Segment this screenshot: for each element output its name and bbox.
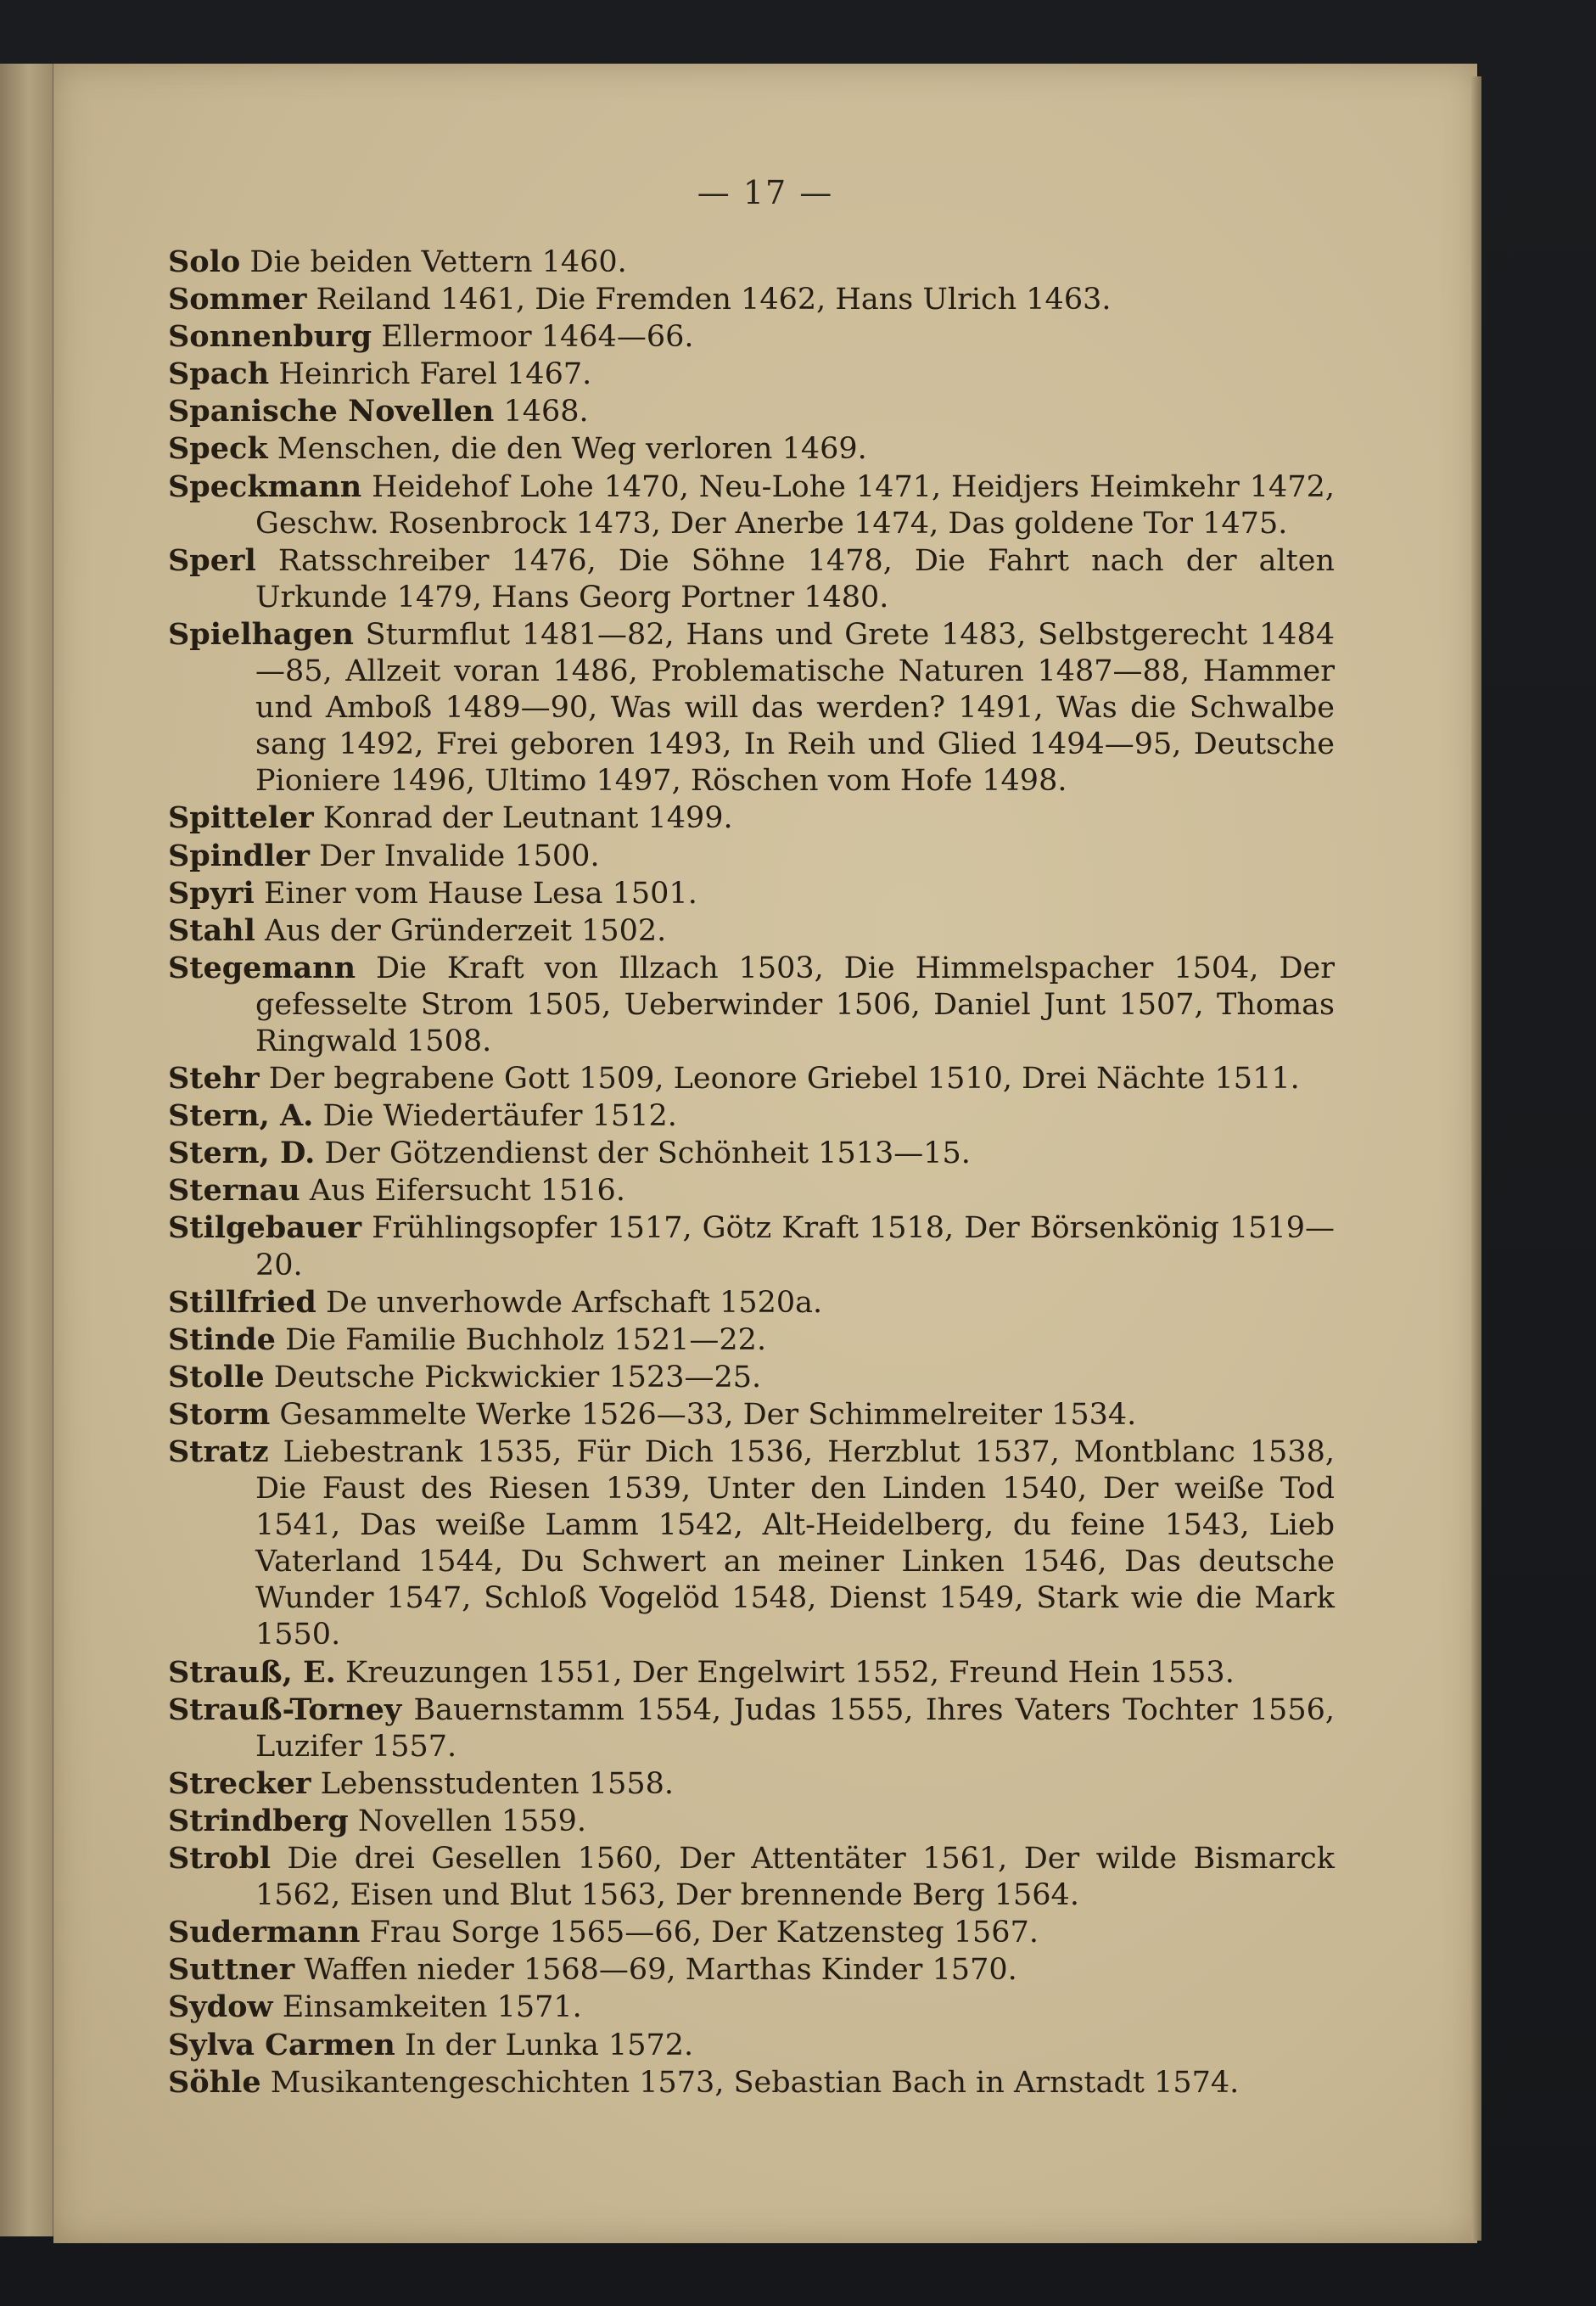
author-name: Sonnenburg [168, 319, 372, 355]
author-name: Solo [168, 244, 241, 279]
author-name: Spyri [168, 875, 255, 911]
author-name: Söhle [168, 2064, 261, 2100]
catalog-entry [168, 1951, 1335, 1989]
titles-text: Heidehof Lohe 1470, Neu-Lohe 1471, Heidjers Heimkehr 1472, Geschw. Rosenbrock 1473, Der Anerbe 1474, Das goldene Tor 1475. [255, 469, 1335, 541]
titles-text: Kreuzungen 1551, Der Engelwirt 1552, Freund Hein 1553. [344, 1655, 1235, 1690]
catalog-entry [168, 430, 1335, 468]
author-name: Spielhagen [168, 616, 354, 652]
catalog-entry [168, 912, 1335, 950]
catalog-entry [168, 1396, 1335, 1434]
titles-text: Musikantengeschichten 1573, Sebastian Bach in Arnstadt 1574. [270, 2065, 1240, 2100]
titles-text: Gesammelte Werke 1526—33, Der Schimmelreiter 1534. [279, 1397, 1137, 1432]
catalog-entry [168, 393, 1335, 430]
catalog-entry [168, 1914, 1335, 1951]
author-name: Stillfried [168, 1284, 316, 1320]
titles-text: Frühlingsopfer 1517, Götz Kraft 1518, Der Börsenkönig 1519—20. [255, 1211, 1335, 1282]
catalog-entry [168, 1359, 1335, 1396]
author-name: Spindler [168, 838, 310, 873]
titles-text: Heinrich Farel 1467. [278, 357, 592, 392]
catalog-entry [168, 281, 1335, 318]
catalog-entry [168, 1060, 1335, 1097]
facing-page-edge [0, 64, 55, 2236]
titles-text: Die Wiedertäufer 1512. [322, 1099, 677, 1134]
author-name: Sudermann [168, 1915, 361, 1950]
catalog-entry [168, 1097, 1335, 1135]
author-name: Stilgebauer [168, 1210, 362, 1246]
page-edge [1471, 76, 1481, 2241]
titles-text: Aus Eifersucht 1516. [309, 1174, 625, 1209]
page-number: — 17 — [697, 174, 834, 211]
catalog-entry [168, 950, 1335, 1060]
author-name: Sommer [168, 282, 307, 317]
author-name: Strecker [168, 1765, 311, 1801]
catalog-entry [168, 1765, 1335, 1803]
titles-text: Deutsche Pickwickier 1523—25. [273, 1360, 762, 1394]
author-name: Stratz [168, 1434, 269, 1469]
titles-text: Die drei Gesellen 1560, Der Attentäter 1561, Der wilde Bismarck 1562, Eisen und Blut 1563, Der brennende Berg 1564. [255, 1842, 1335, 1913]
author-name: Stern, D. [168, 1136, 316, 1171]
titles-text: Lebensstudenten 1558. [320, 1766, 675, 1801]
catalog-entry-list [168, 244, 1335, 2101]
catalog-entry [168, 1321, 1335, 1359]
titles-text: Konrad der Leutnant 1499. [322, 801, 733, 836]
author-name: Spach [168, 356, 270, 392]
catalog-entry [168, 1209, 1335, 1283]
catalog-entry [168, 1284, 1335, 1321]
titles-text: Die beiden Vettern 1460. [249, 245, 627, 279]
catalog-entry [168, 542, 1335, 616]
titles-text: De unverhowde Arfschaft 1520a. [326, 1285, 823, 1320]
author-name: Sydow [168, 1989, 273, 2025]
author-name: Sylva Carmen [168, 2027, 395, 2062]
titles-text: Einsamkeiten 1571. [282, 1990, 582, 2025]
author-name: Strindberg [168, 1803, 349, 1838]
titles-text: Frau Sorge 1565—66, Der Katzensteg 1567. [369, 1916, 1039, 1950]
author-name: Speck [168, 431, 268, 467]
author-name: Spanische Novellen [168, 394, 495, 429]
catalog-entry [168, 2027, 1335, 2064]
titles-text: Die Kraft von Illzach 1503, Die Himmelspacher 1504, Der gefesselte Strom 1505, Ueberwinder 1506, Daniel Junt 1507, Thomas Ringwald 1508. [255, 951, 1335, 1058]
titles-text: Liebestrank 1535, Für Dich 1536, Herzblut 1537, Montblanc 1538, Die Faust des Riesen 1539, Unter den Linden 1540, Der weiße Tod 1541, Das weiße Lamm 1542, Alt-Heidelberg, du feine 1543, Lieb Vaterland 1544, Du Schwert an meiner Linken 1546, Das deutsche Wunder 1547, Schloß Vogelöd 1548, Dienst 1549, Stark wie die Mark 1550. [255, 1435, 1335, 1652]
author-name: Sperl [168, 542, 256, 578]
catalog-entry [168, 244, 1335, 281]
titles-text: Ratsschreiber 1476, Die Söhne 1478, Die Fahrt nach der alten Urkunde 1479, Hans Georg Portner 1480. [255, 543, 1335, 614]
catalog-entry [168, 1840, 1335, 1914]
titles-text: Der Invalide 1500. [319, 839, 600, 873]
author-name: Strauß-Torney [168, 1692, 402, 1727]
author-name: Suttner [168, 1952, 295, 1988]
catalog-entry [168, 356, 1335, 393]
catalog-entry [168, 1654, 1335, 1692]
catalog-entry [168, 1803, 1335, 1840]
titles-text: Aus der Gründerzeit 1502. [265, 913, 667, 948]
catalog-entry [168, 318, 1335, 356]
titles-text: Menschen, die den Weg verloren 1469. [277, 432, 867, 467]
author-name: Stehr [168, 1061, 260, 1097]
titles-text: 1468. [503, 395, 589, 429]
author-name: Stinde [168, 1321, 276, 1357]
catalog-entry [168, 838, 1335, 875]
catalog-entry [168, 800, 1335, 837]
titles-text: Einer vom Hause Lesa 1501. [263, 876, 697, 911]
titles-text: Sturmflut 1481—82, Hans und Grete 1483, Selbstgerecht 1484—85, Allzeit voran 1486, Problematische Naturen 1487—88, Hammer und Amboß 1489—90, Was will das werden? 1491, Was die Schwalbe sang 1492, Frei geboren 1493, In Reih und Glied 1494—95, Deutsche Pioniere 1496, Ultimo 1497, Röschen vom Hofe 1498. [255, 617, 1335, 799]
titles-text: Reiland 1461, Die Fremden 1462, Hans Ulrich 1463. [316, 283, 1112, 317]
author-name: Strobl [168, 1841, 271, 1877]
catalog-entry [168, 1135, 1335, 1172]
catalog-entry [168, 468, 1335, 542]
catalog-entry [168, 2064, 1335, 2101]
author-name: Stahl [168, 912, 255, 948]
catalog-entry [168, 1172, 1335, 1209]
catalog-entry [168, 616, 1335, 800]
catalog-entry [168, 1989, 1335, 2026]
titles-text: Bauernstamm 1554, Judas 1555, Ihres Vaters Tochter 1556, Luzifer 1557. [255, 1692, 1335, 1764]
book-page [53, 64, 1477, 2243]
author-name: Stolle [168, 1359, 265, 1394]
author-name: Stern, A. [168, 1098, 314, 1134]
catalog-entry [168, 1692, 1335, 1765]
titles-text: Novellen 1559. [357, 1804, 587, 1838]
author-name: Spitteler [168, 800, 314, 836]
titles-text: Die Familie Buchholz 1521—22. [285, 1322, 767, 1357]
titles-text: In der Lunka 1572. [404, 2028, 694, 2062]
author-name: Strauß, E. [168, 1654, 336, 1690]
titles-text: Waffen nieder 1568—69, Marthas Kinder 1570. [304, 1953, 1017, 1988]
author-name: Storm [168, 1396, 271, 1432]
titles-text: Der Götzendienst der Schönheit 1513—15. [324, 1136, 971, 1171]
author-name: Sternau [168, 1173, 300, 1209]
author-name: Stegemann [168, 950, 356, 985]
titles-text: Ellermoor 1464—66. [381, 320, 694, 355]
author-name: Speckmann [168, 468, 362, 504]
catalog-entry [168, 1434, 1335, 1654]
titles-text: Der begrabene Gott 1509, Leonore Griebel 1510, Drei Nächte 1511. [268, 1062, 1300, 1097]
catalog-entry [168, 875, 1335, 912]
